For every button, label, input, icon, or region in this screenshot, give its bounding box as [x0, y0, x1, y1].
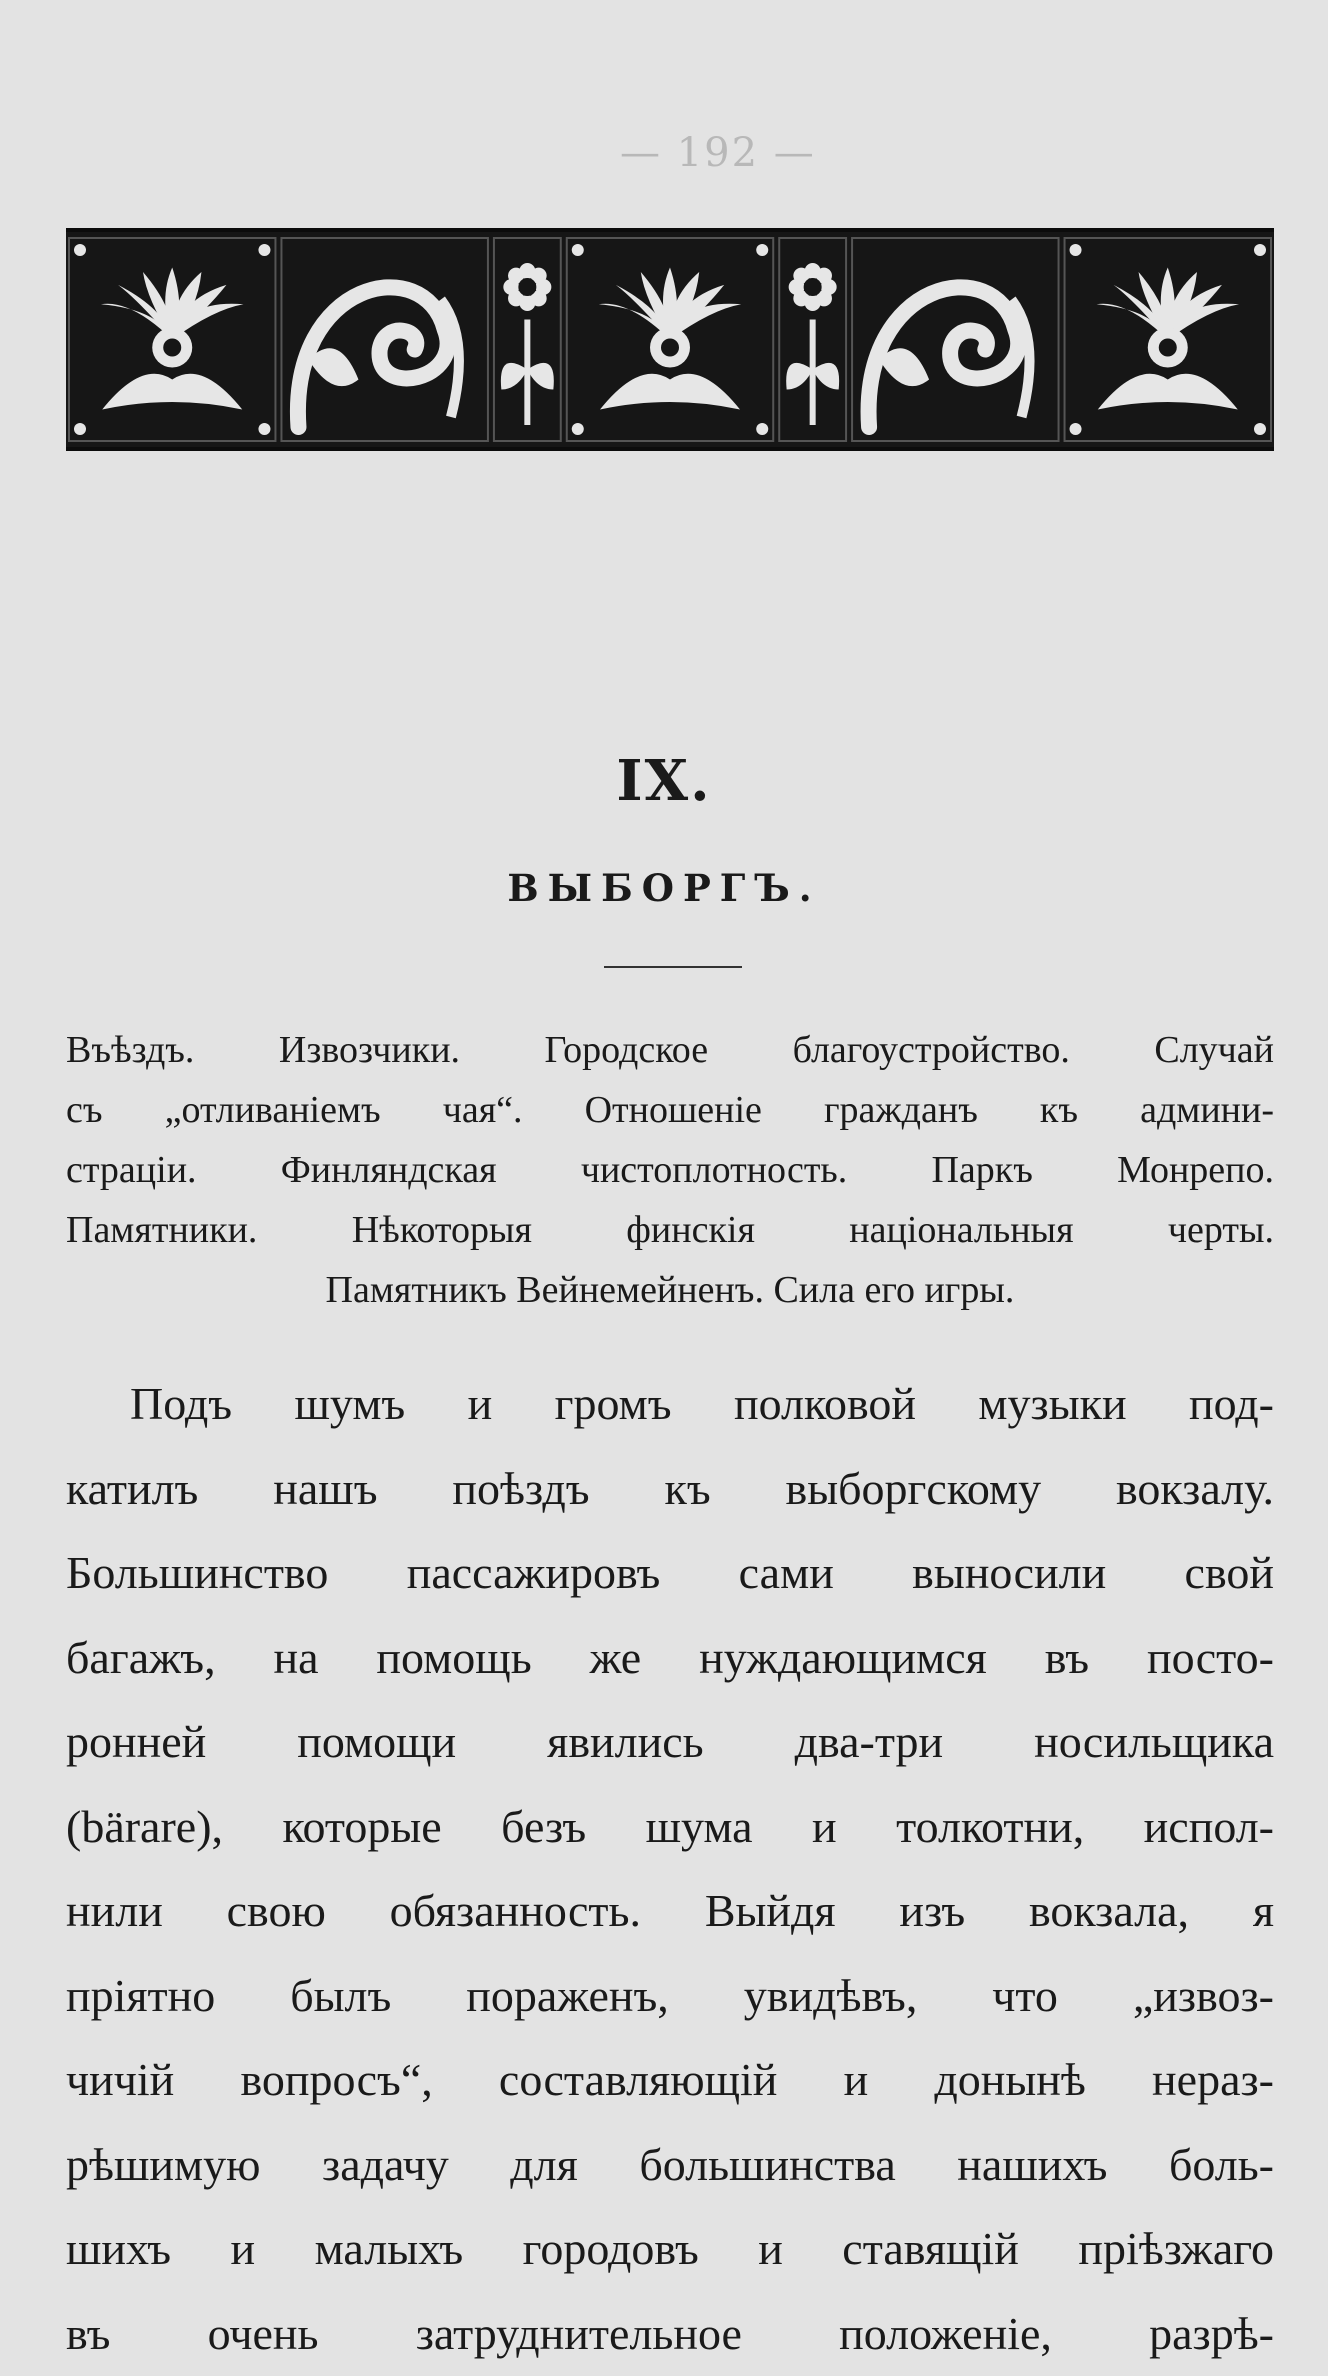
palmette-eye: [163, 339, 181, 357]
summary-line: Памятникъ Вейнемейненъ. Сила его игры.: [66, 1260, 1274, 1320]
body-paragraph: [66, 1362, 1274, 2376]
flower-leaf: [786, 363, 812, 390]
chapter-title: ВЫБОРГЪ.: [0, 866, 1328, 910]
leaf-base: [1098, 374, 1238, 410]
body-line: катилъ нашъ поѣздъ къ выборгскому вокзалу.: [66, 1447, 1274, 1532]
palmette-eye: [1159, 339, 1177, 357]
corner-dot: [74, 423, 86, 435]
floral-ornament-band: [66, 228, 1274, 451]
corner-dot: [572, 423, 584, 435]
corner-dot: [74, 244, 86, 256]
body-line: Большинство пассажировъ сами выносили свой: [66, 1531, 1274, 1616]
ornament-icon: [66, 232, 1274, 447]
body-line: Подъ шумъ и громъ полковой музыки под-: [66, 1362, 1274, 1447]
body-line: шихъ и малыхъ городовъ и ставящій пріѣзжаго: [66, 2207, 1274, 2292]
scroll-leaf: [879, 348, 929, 386]
corner-dot: [572, 244, 584, 256]
body-line: ронней помощи явились два-три носильщика: [66, 1700, 1274, 1785]
body-line: нили свою обязанность. Выйдя изъ вокзала, я: [66, 1869, 1274, 1954]
corner-dot: [1254, 423, 1266, 435]
title-divider: [604, 966, 742, 968]
scroll-leaf: [308, 348, 358, 386]
corner-dot: [756, 244, 768, 256]
body-line: рѣшимую задачу для большинства нашихъ боль-: [66, 2123, 1274, 2208]
flower-center: [518, 278, 536, 296]
body-line: въ очень затруднительное положеніе, разрѣ-: [66, 2292, 1274, 2376]
corner-dot: [258, 244, 270, 256]
flower-center: [804, 278, 822, 296]
body-line: багажъ, на помощь же нуждающимся въ посто-: [66, 1616, 1274, 1701]
corner-dot: [258, 423, 270, 435]
body-line: пріятно былъ пораженъ, увидѣвъ, что „извоз-: [66, 1954, 1274, 2039]
leaf-base: [102, 374, 242, 410]
flower-leaf: [527, 363, 553, 390]
summary-line: съ „отливаніемъ чая“. Отношеніе гражданъ къ админи-: [66, 1080, 1274, 1140]
corner-dot: [756, 423, 768, 435]
summary-line: страціи. Финляндская чистоплотность. Паркъ Монрепо.: [66, 1140, 1274, 1200]
corner-dot: [1070, 423, 1082, 435]
flower-leaf: [813, 363, 839, 390]
chapter-number: IX.: [0, 748, 1328, 814]
summary-line: Въѣздъ. Извозчики. Городское благоустройство. Случай: [66, 1020, 1274, 1080]
palmette-eye: [661, 339, 679, 357]
flower-leaf: [501, 363, 527, 390]
body-line: (bärare), которые безъ шума и толкотни, испол-: [66, 1785, 1274, 1870]
summary-line: Памятники. Нѣкоторыя финскія національныя черты.: [66, 1200, 1274, 1260]
body-line: чичій вопросъ“, составляющій и донынѣ нераз-: [66, 2038, 1274, 2123]
chapter-summary: [66, 1020, 1274, 1320]
corner-dot: [1254, 244, 1266, 256]
page-number: — 192 —: [620, 130, 816, 176]
corner-dot: [1070, 244, 1082, 256]
leaf-base: [600, 374, 740, 410]
